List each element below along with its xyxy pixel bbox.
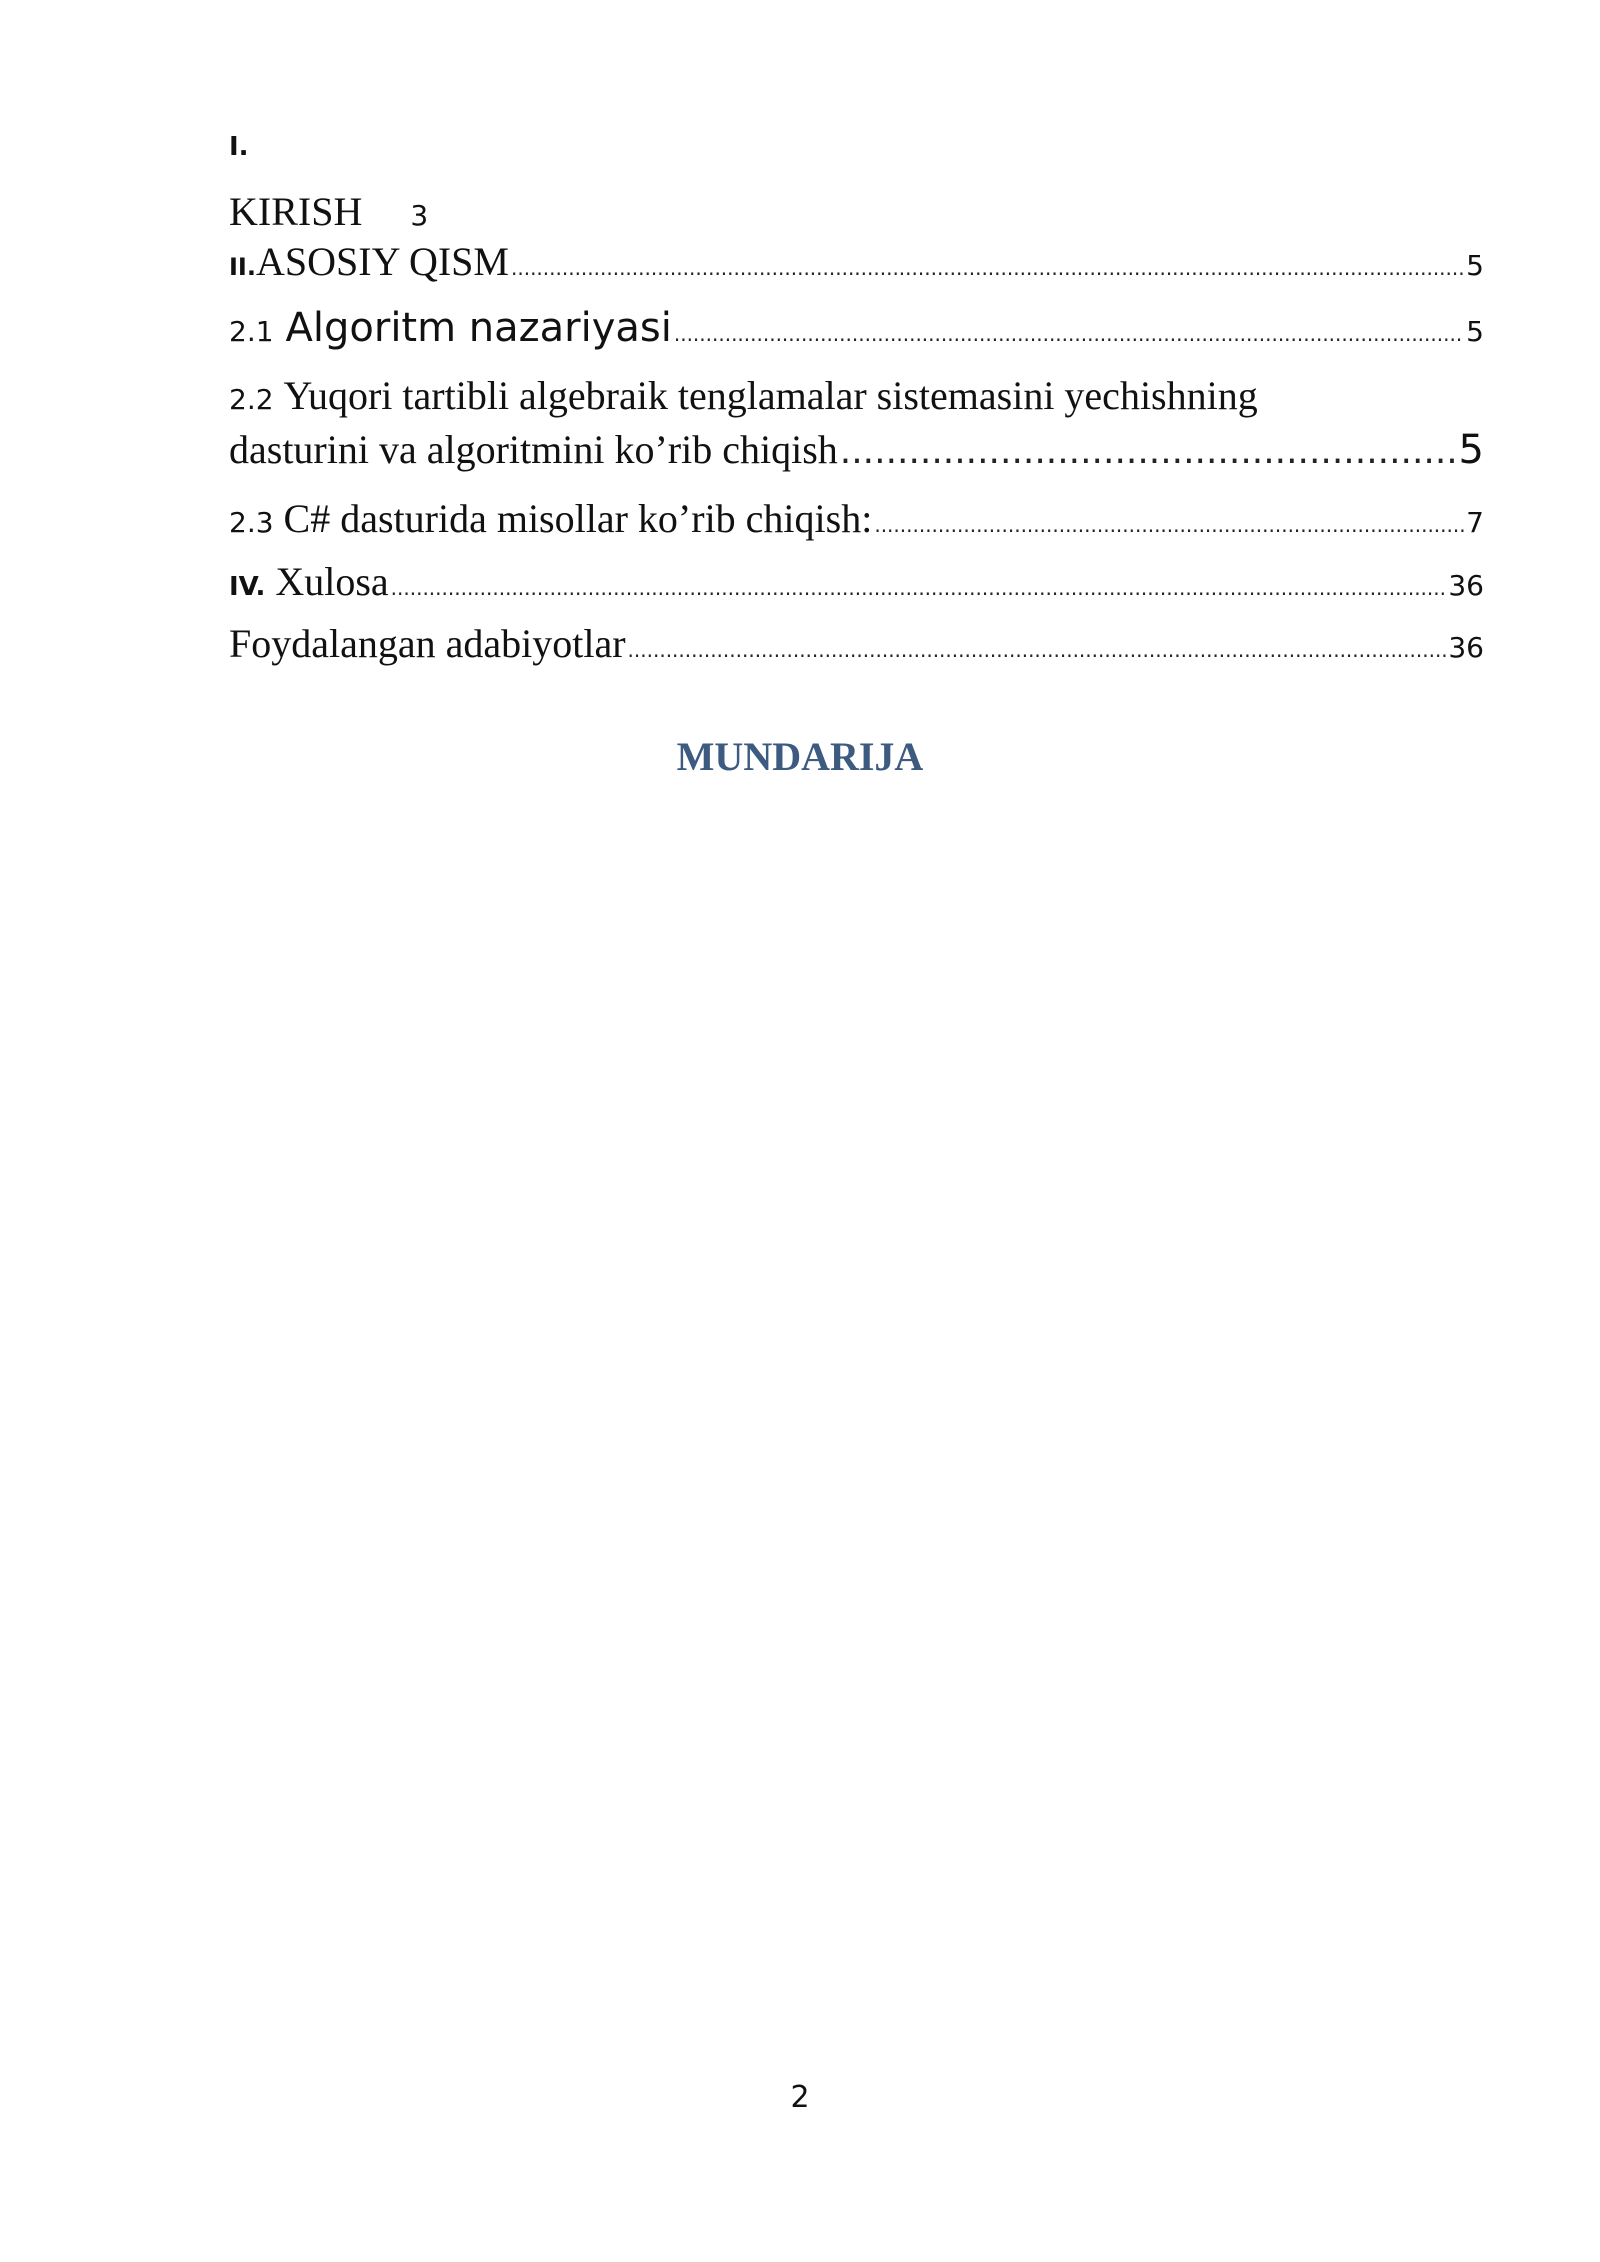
toc-entry-prefix: II. [229, 253, 256, 281]
toc-entry-title: ASOSIY QISM [255, 239, 509, 284]
toc-entry-title: Algoritm nazariyasi [285, 305, 672, 351]
toc-leader-dots [511, 256, 1464, 280]
toc-entry-title: Foydalangan adabiyotlar [229, 621, 626, 666]
toc-leader-dots [840, 431, 1457, 472]
toc-entry-title: KIRISH [229, 189, 363, 234]
toc-entry-prefix: 2.1 [229, 315, 274, 348]
toc-entry-page: 36 [1448, 569, 1484, 602]
toc-entry-prefix: IV. [229, 572, 266, 602]
toc-leader-dots [874, 513, 1464, 537]
toc-entry-prefix: 2.3 [229, 506, 274, 539]
toc-leader-dots [628, 638, 1447, 662]
toc-entry-prefix: I. [229, 132, 249, 162]
toc-entry-page: 3 [410, 199, 429, 232]
toc-entry-page: 7 [1466, 506, 1484, 539]
toc-entry-2-3[interactable] [229, 495, 1484, 542]
toc-entry-page: 36 [1448, 631, 1484, 664]
toc-leader-dots [674, 322, 1464, 346]
toc-entry-title: Yuqori tartibli algebraik tenglamalar sistemasini yechishning [283, 373, 1258, 418]
toc-entry-page: 5 [1466, 249, 1484, 282]
page-number: 2 [790, 2080, 810, 2115]
toc-entry-prefix: 2.2 [229, 383, 274, 416]
toc-entry-2-2-continued[interactable] [229, 426, 1484, 473]
document-heading: MUNDARIJA [676, 734, 924, 779]
toc-entry-title: Xulosa [275, 559, 389, 604]
toc-entry-kirish[interactable] [229, 188, 1484, 235]
toc-entry-page: 5 [1466, 315, 1484, 348]
toc-leader-dots [391, 576, 1447, 600]
toc-entry-xulosa[interactable] [229, 558, 1484, 605]
toc-entry-page: 5 [1458, 427, 1484, 473]
toc-entry-adabiyotlar[interactable] [229, 620, 1484, 667]
toc-entry-2-2[interactable] [229, 372, 1484, 419]
toc-entry-2-1[interactable] [229, 305, 1484, 351]
toc-entry-title-line2: dasturini va algoritmini ko’rib chiqish [229, 427, 838, 472]
toc-entry-title: C# dasturida misollar ko’rib chiqish: [283, 496, 873, 541]
toc-entry-roman-i[interactable] [229, 132, 1484, 162]
toc-entry-asosiy-qism[interactable] [229, 238, 1484, 285]
